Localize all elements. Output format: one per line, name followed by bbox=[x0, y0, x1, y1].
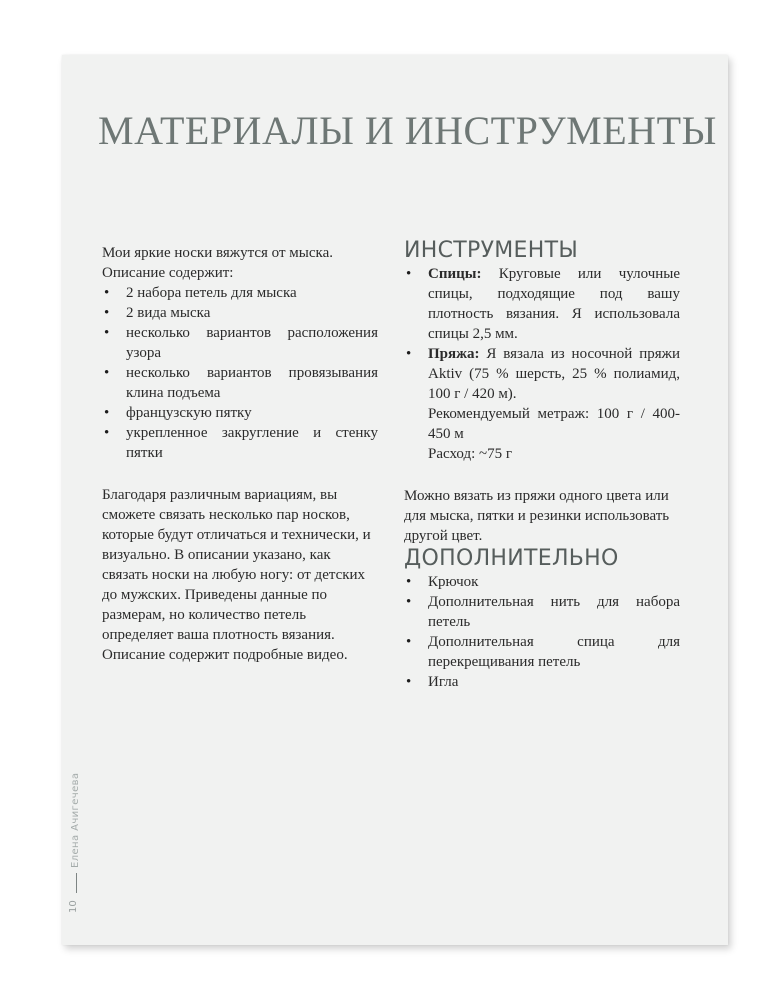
list-item: • Дополнительная спица для перекрещивания петель bbox=[404, 632, 680, 672]
yarn-item bbox=[404, 344, 680, 404]
needles-item bbox=[404, 264, 680, 344]
author-name: Елена Ачигечева bbox=[70, 772, 81, 868]
additional-heading: ДОПОЛНИТЕЛЬНО bbox=[404, 546, 619, 571]
list-item: • укрепленное закругление и стенку пятки bbox=[102, 423, 378, 463]
additional-list bbox=[404, 572, 680, 692]
variations-paragraph: Благодаря различным вариациям, вы сможете связать несколько пар носков, которые будут отличаться и технически, и визуально. В описании указано, как связать носки на любую ногу: от детских до мужских. Приведены данные по размерам, но количество петель определяет ваша плотность вязания. Описание содержит подробные видео. bbox=[102, 487, 371, 663]
list-item: • Крючок bbox=[404, 572, 680, 592]
list-item: • Игла bbox=[404, 672, 680, 692]
contents-list bbox=[102, 283, 378, 463]
page-title: МАТЕРИАЛЫ И ИНСТРУМЕНТЫ bbox=[98, 108, 717, 153]
list-item: • Дополнительная нить для набора петель bbox=[404, 592, 680, 632]
instruments-list bbox=[404, 264, 680, 404]
list-item: • 2 вида мыска bbox=[102, 303, 378, 323]
list-item: • 2 набора петель для мыска bbox=[102, 283, 378, 303]
yarn-consumption: Расход: ~75 г bbox=[428, 446, 513, 462]
recommended-length: Рекомендуемый метраж: 100 г / 400-450 м bbox=[428, 406, 680, 442]
needles-text: Круговые или чулочные спицы, подходящие под вашу плотность вязания. Я использовала спицы 2,5 мм. bbox=[428, 266, 680, 342]
yarn-text: Я вязала из носочной пряжи Aktiv (75 % шерсть, 25 % полиамид, 100 г / 420 м). bbox=[428, 346, 681, 402]
page-number: 10 bbox=[68, 900, 79, 913]
footer-divider bbox=[76, 873, 77, 893]
right-column bbox=[404, 238, 680, 692]
yarn-label: Пряжа: bbox=[428, 346, 480, 362]
instruments-heading: ИНСТРУМЕНТЫ bbox=[404, 238, 579, 263]
left-column bbox=[102, 243, 378, 665]
intro-line-1: Мои яркие носки вяжутся от мыска. bbox=[102, 245, 333, 261]
color-note: Можно вязать из пряжи одного цвета или для мыска, пятки и резинки использовать другой цвет. bbox=[404, 488, 670, 544]
list-item: • французскую пятку bbox=[102, 403, 378, 423]
needles-label: Спицы: bbox=[428, 266, 482, 282]
intro-line-2: Описание содержит: bbox=[102, 265, 234, 281]
list-item: • несколько вариантов расположения узора bbox=[102, 323, 378, 363]
list-item: • несколько вариантов провязывания клина подъема bbox=[102, 363, 378, 403]
document-page bbox=[62, 55, 728, 945]
